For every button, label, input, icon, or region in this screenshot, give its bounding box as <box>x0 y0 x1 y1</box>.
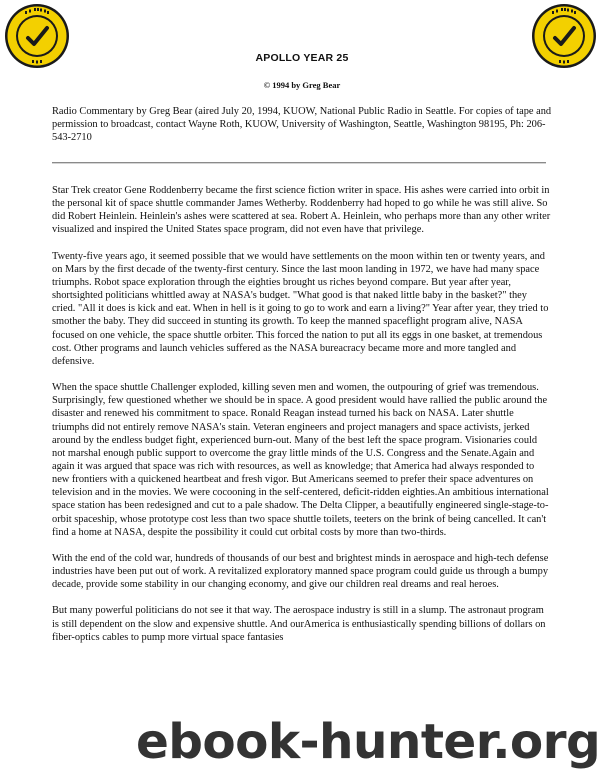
intro-paragraph: Radio Commentary by Greg Bear (aired July 20, 1994, KUOW, National Public Radio in Seattle. For copies of tape and permission to broadcast, contact Wayne Roth, KUOW, University of Washington, Seattle, Washington 98195, Ph: 206-543-2710 <box>52 106 552 144</box>
article-body <box>52 184 552 657</box>
abbyy-seal-icon <box>531 3 597 69</box>
paragraph-5: But many powerful politicians do not see it that way. The aerospace industry is still in a slump. The astronaut program is still dependent on the slow and expensive shuttle. And ourAmerica is enthusiastically spending billions of dollars on fiber-optics cables to pump more virtual space fantasies <box>52 605 546 643</box>
paragraph-1: Star Trek creator Gene Roddenberry became the first science fiction writer in space. His ashes were carried into orbit in the personal kit of space shuttle commander James Wetherby. Roddenberry had hoped to go while he was still alive. So did Robert Heinlein. Heinlein's ashes were scattered at sea. Robert A. Heinlein, who perhaps more than any other writer visualized and inspired the United States space program, did not even have that privilege. <box>52 185 551 236</box>
page-title: APOLLO YEAR 25 <box>255 52 349 64</box>
copyright-line: © 1994 by Greg Bear <box>263 80 341 90</box>
watermark-banner <box>132 714 600 776</box>
horizontal-divider <box>52 162 546 164</box>
paragraph-2: Twenty-five years ago, it seemed possible that we would have settlements on the moon within ten or twenty years, and on Mars by the first decade of the twenty-first century. Since the last moon landing in 1972, we have had many space triumphs. Robot space exploration through the eighties brought us riches beyond compare. But year after year, shortsighted politicians whittled away at NASA's budget. "What good is that naked little baby in the basket?" they cried. "All it does is kick and eat. When in hell is it going to go to work and earn a living?" Year after year, they tried to smother the baby. They did succeed in stunting its growth. To keep the manned spaceflight program alive, NASA focused on one vehicle, the space shuttle orbiter. This forced the nation to put all its eggs in one basket, at tremendous cost. Other programs and launch vehicles suffered as the NASA bureacracy became more and more tangled and defensive. <box>52 250 549 367</box>
abbyy-seal-right[interactable] <box>531 3 597 69</box>
paragraph-3: When the space shuttle Challenger exploded, killing seven men and women, the outpouring of grief was tremendous. Surprisingly, few questioned whether we should be in space. A good president would have rallied the public around the disaster and renewed his commitment to space. Ronald Reagan instead turned his back on NASA. Later shuttle triumphs did not entirely remove NASA's stain. Veteran engineers and project managers and space activists, jerked around by the endless budget fight, experienced burn-out. Many of the best left the space program. Visionaries could not marshal enough public support to overcome the gray little minds of the U.S. Congress and the Senate.Again and again it was argued that space was rich with resources, as well as knowledge; that America had always responded to new frontiers with a quickened heartbeat and fresh vigor. But Americans seemed to prefer their space adventures on television and in the movies. We were cocooning in the self-centered, deficit-ridden eighties.An ambitious international space station has been redesigned and cut to a pale shadow. The Delta Clipper, a beautifully engineered single-stage-to-orbit spaceship, whose prototype cost less than two space shuttle toilets, teeters on the brink of being cancelled. It can't find a home at NASA, despite the possibility it could cut orbital costs by more than two-thirds. <box>52 382 549 538</box>
watermark-text: ebook-hunter.org <box>136 714 600 770</box>
paragraph-4: With the end of the cold war, hundreds of thousands of our best and brightest minds in aerospace and high-tech defense industries have been put out of work. A revitalized exploratory manned space program could guide us through a bumpy decade, provide some stability in our changing economy, and give our children real dreams and real heroes. <box>52 552 549 591</box>
abbyy-seal-left[interactable] <box>4 3 70 69</box>
abbyy-seal-icon <box>4 3 70 69</box>
